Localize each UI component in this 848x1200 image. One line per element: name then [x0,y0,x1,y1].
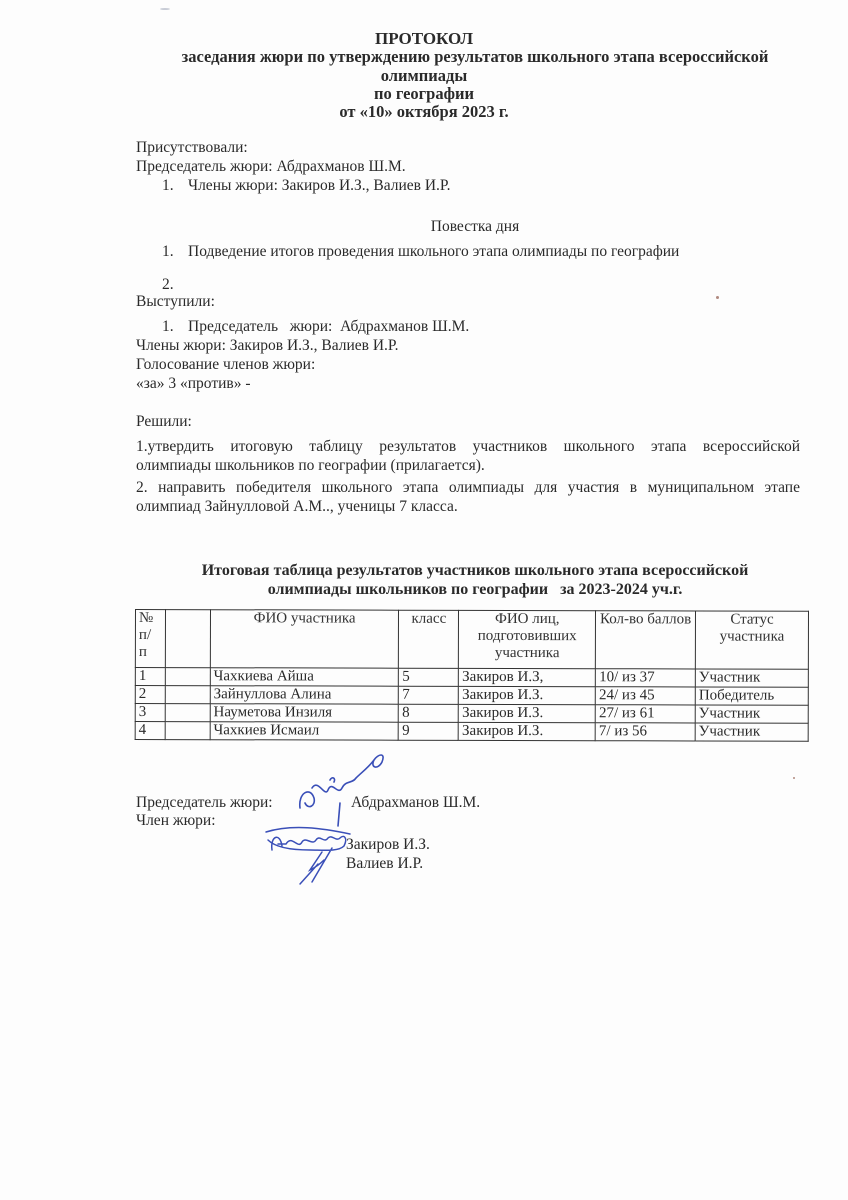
scan-speck [716,296,719,299]
row-blank [165,704,210,722]
document-subtitle-line1: заседания жюри по утверждению результатов школьного этапа всероссийской [181,47,769,66]
row-blank [165,686,210,704]
signature-member1-name: Закиров И.З. [346,836,430,853]
document-subtitle-line3: по географии [373,84,475,103]
header-participant-name: ФИО участника [210,610,399,668]
header-score: Кол-во баллов [596,611,696,669]
speakers-item-number: 1. [162,318,174,335]
row-number: 4 [135,722,165,740]
row-grade: 7 [399,686,459,704]
vote-result: «за» 3 «против» - [136,375,251,392]
document-date: от «10» октября 2023 г. [339,102,509,121]
chair-signature-icon [290,748,400,828]
row-participant-name: Науметова Инзиля [210,704,399,722]
signature-chair-name: Абдрахманов Ш.М. [351,794,481,811]
row-participant-name: Зайнуллова Алина [210,686,399,704]
header-blank [165,610,210,668]
row-grade: 5 [399,668,459,686]
speakers-members: Члены жюри: Закиров И.З., Валиев И.Р. [136,337,399,354]
decision-point2-line1: 2. направить победителя школьного этапа олимпиады для участия в муниципальном этапе [136,479,800,496]
scan-speck [793,777,795,779]
attendance-chair: Председатель жюри: Абдрахманов Ш.М. [136,158,406,175]
table-row [135,704,808,724]
row-participant-name: Чахкиева Айша [210,668,399,686]
row-score: 10/ из 37 [596,669,696,687]
results-table-header-row [135,610,808,670]
row-number: 3 [135,704,165,722]
row-score: 7/ из 56 [595,723,695,741]
decision-point2-line2: олимпиад Зайнулловой А.М.., ученицы 7 класса. [136,498,458,515]
row-grade: 9 [399,722,459,740]
vote-label: Голосование членов жюри: [136,356,316,373]
row-teacher: Закиров И.З. [459,722,596,740]
row-teacher: Закиров И.З. [459,704,596,722]
scan-speck [160,8,170,10]
row-grade: 8 [399,704,459,722]
row-score: 27/ из 61 [595,705,695,723]
signature-member-label: Член жюри: [136,812,216,829]
row-status: Участник [695,705,808,723]
row-teacher: Закиров И.З, [459,668,596,686]
table-row [135,686,808,706]
results-table-title-line1: Итоговая таблица результатов участников школьного этапа всероссийской [201,562,749,579]
header-number: № п/ п [135,610,165,668]
speakers-chair: Председатель жюри: Абдрахманов Ш.М. [188,318,470,335]
decision-label: Решили: [136,413,192,430]
speakers-label: Выступили: [136,293,215,310]
member-signature-icon [262,820,362,890]
header-grade: класс [399,610,459,668]
row-status: Участник [695,669,808,687]
results-table-title-line2: олимпиады школьников по географии за 2023-2024 уч.г. [267,581,683,598]
document-title: ПРОТОКОЛ [374,29,473,48]
attendance-label: Присутствовали: [136,139,248,156]
row-number: 2 [135,686,165,704]
row-status: Участник [695,723,808,741]
results-table [135,609,809,742]
decision-point1-line1: 1.утвердить итоговую таблицу результатов участников школьного этапа всероссийской [136,438,800,455]
attendance-members-number: 1. [162,177,174,194]
attendance-members: Члены жюри: Закиров И.З., Валиев И.Р. [188,177,451,194]
table-row [135,722,808,742]
row-blank [165,722,210,740]
header-status: Статус участника [695,611,808,669]
row-teacher: Закиров И.З. [459,686,596,704]
row-blank [165,668,210,686]
row-number: 1 [135,668,165,686]
document-subtitle-line2: олимпиады [380,66,468,85]
decision-point1-line2: олимпиады школьников по географии (прилагается). [136,457,485,474]
row-score: 24/ из 45 [596,687,696,705]
row-status: Победитель [695,687,808,705]
agenda-title: Повестка дня [430,218,520,235]
row-participant-name: Чахкиев Исмаил [210,722,399,740]
agenda-item-1-text: Подведение итогов проведения школьного этапа олимпиады по географии [188,243,680,260]
signature-member2-name: Валиев И.Р. [346,855,424,872]
agenda-item-2-number: 2. [162,276,174,293]
agenda-item-1-number: 1. [162,243,174,260]
signature-chair-label: Председатель жюри: [136,794,273,811]
table-row [135,668,808,688]
header-teacher: ФИО лиц, подготовивших участника [459,610,596,668]
